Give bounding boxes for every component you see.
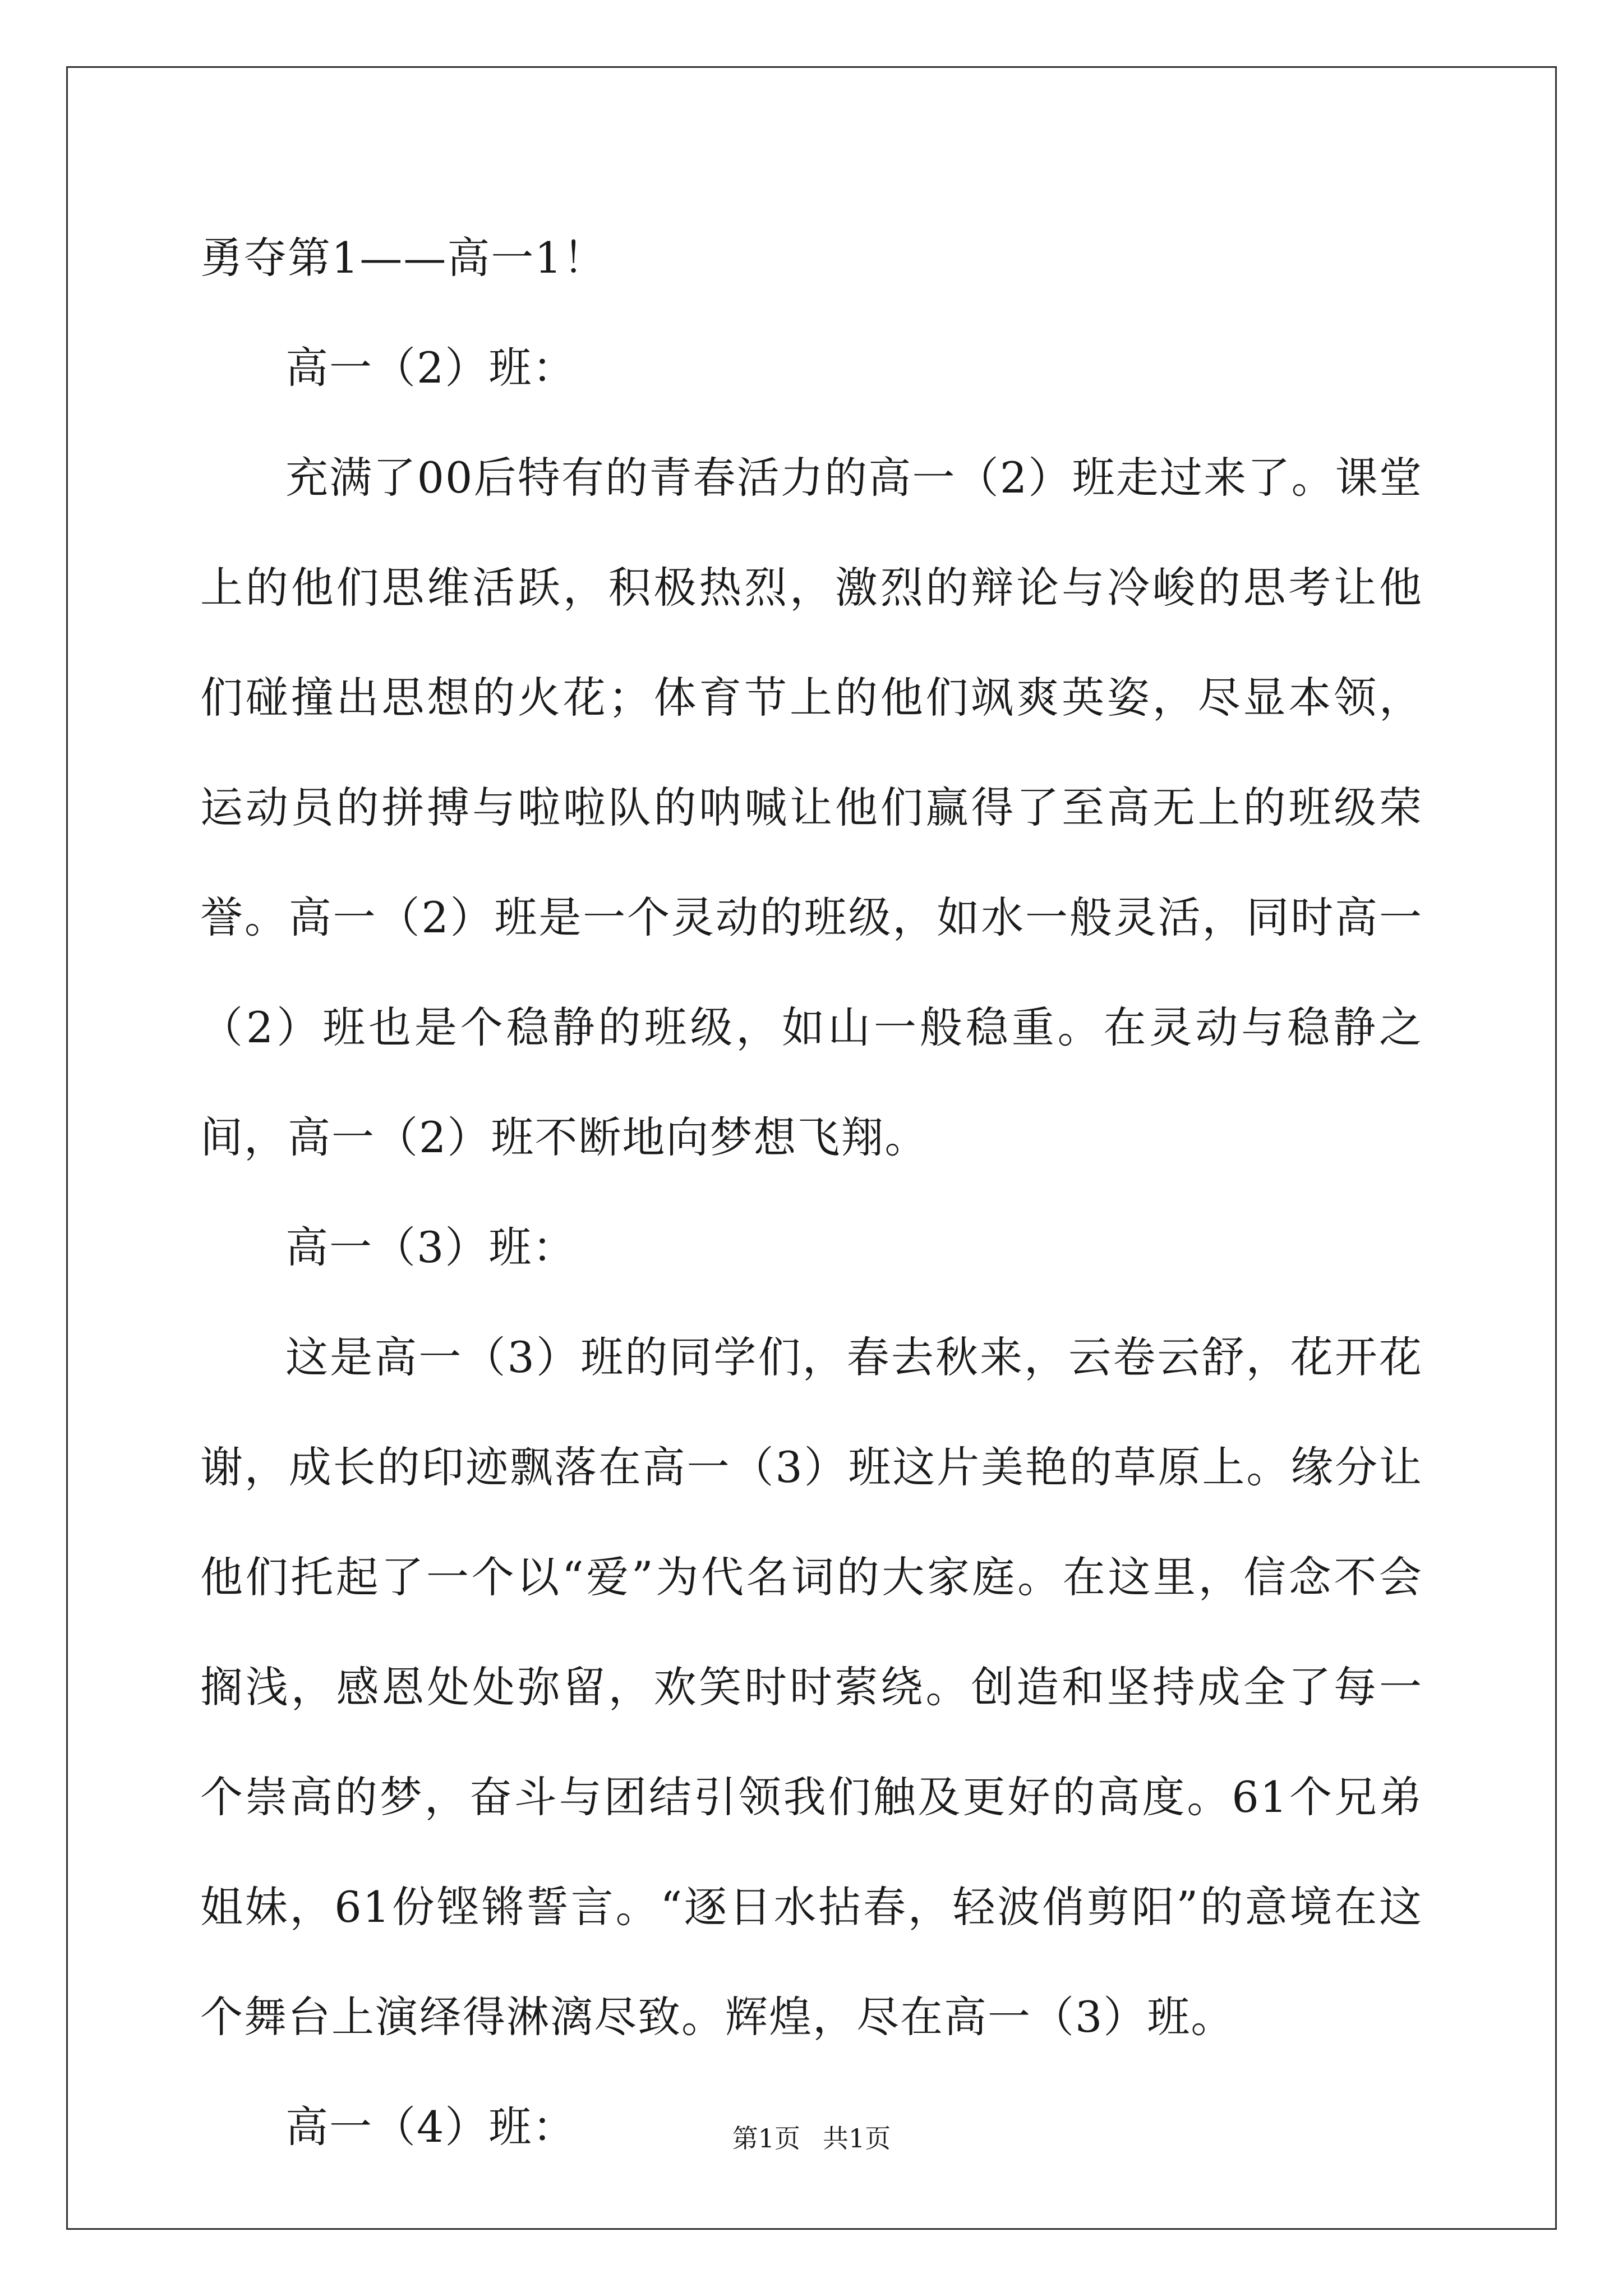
paragraph-class-3-body: 这是高一（3）班的同学们，春去秋来，云卷云舒，花开花谢，成长的印迹飘落在高一（3）班这片美艳的草原上。缘分让他们托起了一个以“爱”为代名词的大家庭。在这里，信念不会搁浅，感恩处处弥留，欢笑时时萦绕。创造和坚持成全了每一个崇高的梦，奋斗与团结引领我们触及更好的高度。61个兄弟姐妹，61份铿锵誓言。“逐日水拈春，轻波俏剪阳”的意境在这个舞台上演绎得淋漓尽致。辉煌，尽在高一（3）班。	[200, 1332, 1423, 2042]
page-total: 共1页	[823, 2123, 891, 2154]
paragraph-heading-class-2: 高一（2）班：	[285, 343, 577, 393]
paragraph-title: 勇夺第1——高一1！	[200, 233, 607, 283]
paragraph-class-2-body: 充满了00后特有的青春活力的高一（2）班走过来了。课堂上的他们思维活跃，积极热烈，激烈的辩论与冷峻的思考让他们碰撞出思想的火花；体育节上的他们飒爽英姿，尽显本领，运动员的拼搏与啦啦队的呐喊让他们赢得了至高无上的班级荣誉。高一（2）班是一个灵动的班级，如水一般灵活，同时高一（2）班也是个稳静的班级，如山一般稳重。在灵动与稳静之间，高一（2）班不断地向梦想飞翔。	[200, 453, 1423, 1162]
paragraph-heading-class-4: 高一（4）班：	[285, 2102, 577, 2152]
page-footer	[0, 2122, 1623, 2155]
page-number: 第1页	[732, 2123, 800, 2154]
paragraph-heading-class-3: 高一（3）班：	[285, 1222, 577, 1272]
document-body	[200, 203, 1423, 2182]
